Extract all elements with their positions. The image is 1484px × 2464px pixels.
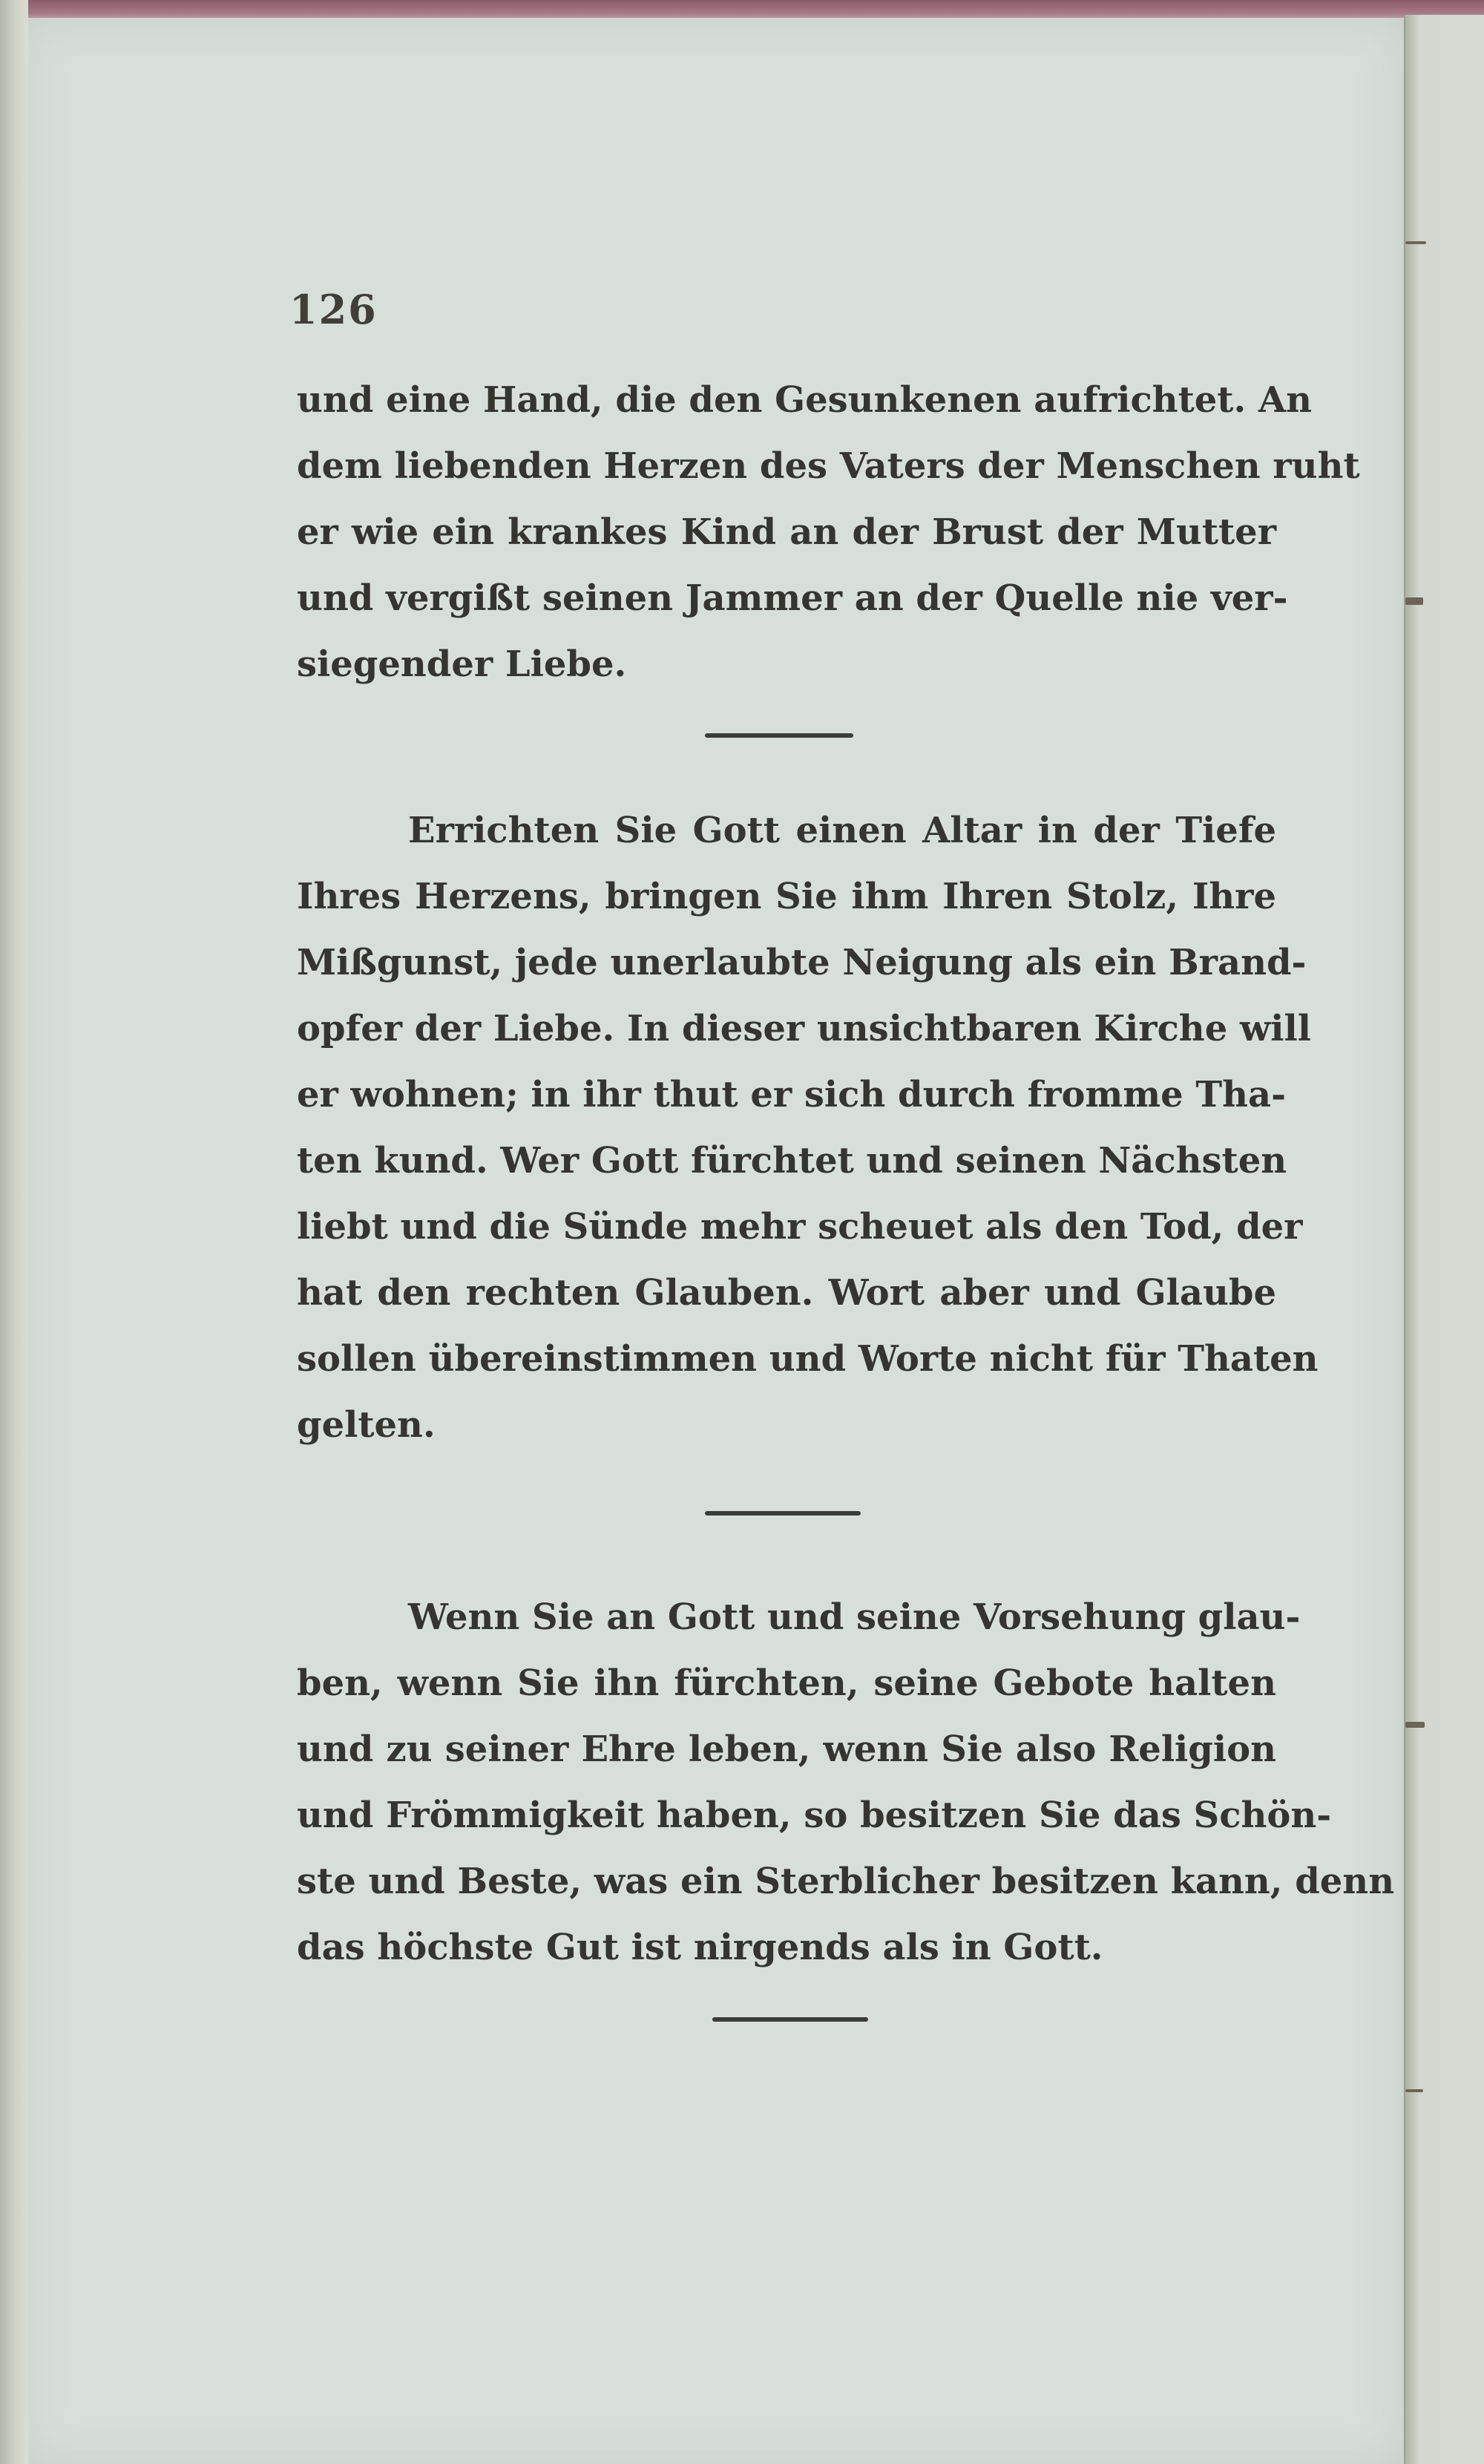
text-line: siegender Liebe. bbox=[297, 643, 627, 685]
text-line: und Frömmigkeit haben, so besitzen Sie das Schön- bbox=[297, 1795, 1332, 1836]
next-page-edge bbox=[1404, 15, 1484, 2464]
text-line: Ihres Herzens, bringen Sie ihm Ihren Stolz, Ihre bbox=[297, 876, 1276, 917]
page-number: 126 bbox=[289, 286, 378, 333]
text-line: sollen übereinstimmen und Worte nicht für Thaten bbox=[297, 1338, 1319, 1380]
text-line: ben, wenn Sie ihn fürchten, seine Gebote halten bbox=[297, 1662, 1276, 1704]
text-line: hat den rechten Glauben. Wort aber und Glaube bbox=[297, 1272, 1276, 1314]
paragraph-1 bbox=[297, 367, 1360, 698]
text-line: liebt und die Sünde mehr scheuet als den Tod, der bbox=[297, 1206, 1303, 1248]
text-line: Wenn Sie an Gott und seine Vorsehung glau- bbox=[408, 1596, 1301, 1638]
paragraph-2 bbox=[297, 798, 1319, 1458]
leaf-mark bbox=[1405, 1722, 1425, 1728]
binding-gutter bbox=[0, 0, 28, 2464]
text-line: Mißgunst, jede unerlaubte Neigung als ein Brand- bbox=[297, 942, 1307, 983]
paragraph-3 bbox=[297, 1585, 1395, 1981]
text-line: ste und Beste, was ein Sterblicher besitzen kann, denn bbox=[297, 1861, 1395, 1902]
text-line: und vergißt seinen Jammer an der Quelle nie ver- bbox=[297, 577, 1288, 619]
text-line: er wie ein krankes Kind an der Brust der Mutter bbox=[297, 511, 1276, 553]
leaf-mark bbox=[1405, 597, 1423, 605]
leaf-mark bbox=[1405, 241, 1426, 244]
text-line: Errichten Sie Gott einen Altar in der Tiefe bbox=[408, 810, 1276, 851]
leaf-mark bbox=[1405, 2089, 1423, 2092]
text-line: und eine Hand, die den Gesunkenen aufrichtet. An bbox=[297, 379, 1313, 421]
text-line: das höchste Gut ist nirgends als in Gott. bbox=[297, 1927, 1103, 1968]
text-line: opfer der Liebe. In dieser unsichtbaren Kirche will bbox=[297, 1008, 1311, 1049]
section-divider bbox=[705, 1511, 861, 1516]
section-divider bbox=[712, 2017, 868, 2022]
section-divider bbox=[705, 733, 853, 738]
text-line: und zu seiner Ehre leben, wenn Sie also Religion bbox=[297, 1729, 1276, 1770]
text-line: ten kund. Wer Gott fürchtet und seinen Nächsten bbox=[297, 1140, 1287, 1182]
text-line: er wohnen; in ihr thut er sich durch fromme Tha- bbox=[297, 1074, 1287, 1115]
text-line: dem liebenden Herzen des Vaters der Menschen ruht bbox=[297, 445, 1360, 487]
text-line: gelten. bbox=[297, 1404, 436, 1446]
